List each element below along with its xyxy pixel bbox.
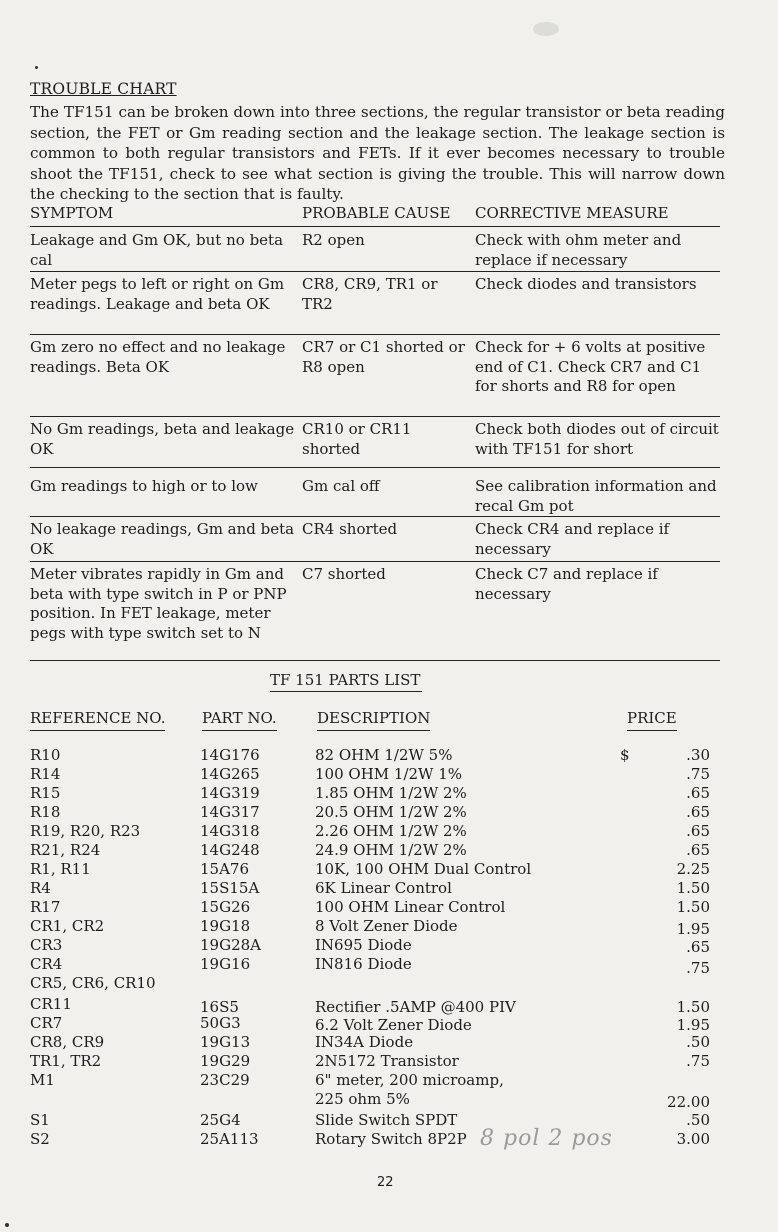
part-no-cell: 14G318 xyxy=(200,822,260,840)
part-no-cell: 14G176 xyxy=(200,746,260,764)
parts-row xyxy=(30,822,720,841)
part-no-cell: 15G26 xyxy=(200,898,251,916)
cause-cell: CR4 shorted xyxy=(302,520,398,538)
cause-cell: CR8, CR9, TR1 or TR2 xyxy=(302,275,438,313)
part-no-cell: 19G18 xyxy=(200,917,251,935)
parts-row xyxy=(30,746,720,765)
reference-cell: R18 xyxy=(30,803,61,821)
parts-row xyxy=(30,917,720,936)
symptom-cell: Meter pegs to left or right on Gm readings. Leakage and beta OK xyxy=(30,275,285,313)
part-no-cell: 23C29 xyxy=(200,1071,250,1089)
description-cell: 8 Volt Zener Diode xyxy=(315,917,458,935)
symptom-cell: No leakage readings, Gm and beta OK xyxy=(30,520,295,558)
header-probable-cause: PROBABLE CAUSE xyxy=(302,204,451,222)
price-cell: .75 xyxy=(686,1052,710,1070)
cause-cell: CR7 or C1 shorted or R8 open xyxy=(302,338,465,376)
description-cell: 6" meter, 200 microamp, xyxy=(315,1071,504,1089)
measure-cell: Check both diodes out of circuit with TF151 for short xyxy=(475,420,719,458)
part-no-cell: 19G28A xyxy=(200,936,261,954)
measure-cell: Check for + 6 volts at positive end of C1. Check CR7 and C1 for shorts and R8 for open xyxy=(475,338,706,395)
description-cell: 6K Linear Control xyxy=(315,879,452,897)
parts-row xyxy=(30,1052,720,1071)
cause-cell: Gm cal off xyxy=(302,477,380,495)
description-cell: 100 OHM 1/2W 1% xyxy=(315,765,463,783)
description-cell: Rotary Switch 8P2P xyxy=(315,1130,467,1148)
price-cell: .75 xyxy=(686,765,710,783)
parts-row xyxy=(30,765,720,784)
part-no-cell: 14G317 xyxy=(200,803,260,821)
symptom-cell: No Gm readings, beta and leakage OK xyxy=(30,420,295,458)
parts-list-title: TF 151 PARTS LIST xyxy=(270,671,422,692)
reference-cell: R19, R20, R23 xyxy=(30,822,141,840)
parts-row xyxy=(30,879,720,898)
reference-cell: CR1, CR2 xyxy=(30,917,105,935)
part-no-cell: 14G265 xyxy=(200,765,260,783)
price-cell: 22.00 xyxy=(667,1093,710,1111)
part-no-cell: 15A76 xyxy=(200,860,250,878)
header-price: PRICE xyxy=(627,709,677,731)
measure-cell: Check C7 and replace if necessary xyxy=(475,565,658,603)
reference-cell: CR3 xyxy=(30,936,63,954)
description-cell: 20.5 OHM 1/2W 2% xyxy=(315,803,467,821)
reference-cell: R10 xyxy=(30,746,61,764)
handwritten-note: 8 pol 2 pos xyxy=(480,1126,613,1151)
trouble-row xyxy=(30,470,720,517)
price-cell: 1.50 xyxy=(676,998,710,1016)
description-cell: IN695 Diode xyxy=(315,936,412,954)
part-no-cell: 19G16 xyxy=(200,955,251,973)
description-cell: 100 OHM Linear Control xyxy=(315,898,506,916)
measure-cell: See calibration information and recal Gm pot xyxy=(475,477,717,515)
description-cell: Slide Switch SPDT xyxy=(315,1111,458,1129)
measure-cell: Check with ohm meter and replace if necessary xyxy=(475,231,682,269)
reference-cell: R4 xyxy=(30,879,51,897)
smudge-mark xyxy=(533,22,559,36)
parts-row xyxy=(30,803,720,822)
reference-cell: R15 xyxy=(30,784,61,802)
measure-cell: Check CR4 and replace if necessary xyxy=(475,520,670,558)
header-symptom: SYMPTOM xyxy=(30,204,114,222)
description-cell: 10K, 100 OHM Dual Control xyxy=(315,860,532,878)
price-cell: 1.95 xyxy=(676,920,710,938)
price-cell: .50 xyxy=(686,1033,710,1051)
parts-row xyxy=(30,1071,720,1090)
part-no-cell: 15S15A xyxy=(200,879,260,897)
symptom-cell: Gm readings to high or to low xyxy=(30,477,258,495)
price-cell: 2.25 xyxy=(676,860,710,878)
reference-cell: R14 xyxy=(30,765,61,783)
reference-cell: R21, R24 xyxy=(30,841,101,859)
price-cell: 1.50 xyxy=(676,879,710,897)
price-cell: .75 xyxy=(686,959,710,977)
price-cell: .65 xyxy=(686,841,710,859)
parts-row xyxy=(30,1014,720,1033)
part-no-cell: 14G319 xyxy=(200,784,260,802)
parts-row xyxy=(30,974,720,993)
reference-cell: S2 xyxy=(30,1130,50,1148)
parts-row xyxy=(30,1090,720,1109)
trouble-row xyxy=(30,517,720,562)
price-cell: .65 xyxy=(686,803,710,821)
part-no-cell: 14G248 xyxy=(200,841,260,859)
parts-row xyxy=(30,955,720,977)
description-cell: IN34A Diode xyxy=(315,1033,414,1051)
description-cell: 1.85 OHM 1/2W 2% xyxy=(315,784,467,802)
description-cell: 6.2 Volt Zener Diode xyxy=(315,1016,472,1034)
trouble-row xyxy=(30,228,720,272)
part-no-cell: 19G29 xyxy=(200,1052,251,1070)
reference-cell: CR8, CR9 xyxy=(30,1033,105,1051)
reference-cell: M1 xyxy=(30,1071,55,1089)
price-cell: .65 xyxy=(686,784,710,802)
parts-row xyxy=(30,898,720,917)
part-no-cell: 16S5 xyxy=(200,998,239,1016)
description-cell: 2N5172 Transistor xyxy=(315,1052,459,1070)
trouble-row xyxy=(30,272,720,335)
description-cell: 82 OHM 1/2W 5% xyxy=(315,746,453,764)
description-cell: 225 ohm 5% xyxy=(315,1090,410,1108)
header-description: DESCRIPTION xyxy=(317,709,430,731)
reference-cell: R1, R11 xyxy=(30,860,91,878)
trouble-row xyxy=(30,417,720,468)
reference-cell: TR1, TR2 xyxy=(30,1052,102,1070)
reference-cell: CR7 xyxy=(30,1014,63,1032)
description-cell: 2.26 OHM 1/2W 2% xyxy=(315,822,467,840)
part-no-cell: 50G3 xyxy=(200,1014,241,1032)
reference-cell: CR5, CR6, CR10 xyxy=(30,974,156,992)
trouble-chart-intro: The TF151 can be broken down into three sections, the regular transistor or beta reading section, the FET or Gm reading section and the leakage section. The leakage section is common to both regular transistors and FETs. If it ever becomes necessary to trouble shoot the TF151, check to see what section is giving the trouble. This will narrow down the checking to the section that is faulty. xyxy=(30,103,725,203)
reference-cell: CR4 xyxy=(30,955,63,973)
page-number: 22 xyxy=(377,1175,394,1190)
cause-cell: R2 open xyxy=(302,231,365,249)
price-cell: .50 xyxy=(686,1111,710,1129)
part-no-cell: 19G13 xyxy=(200,1033,251,1051)
part-no-cell: 25A113 xyxy=(200,1130,259,1148)
header-corrective-measure: CORRECTIVE MEASURE xyxy=(475,204,669,222)
description-cell: Rectifier .5AMP @400 PIV xyxy=(315,998,516,1016)
price-cell: .65 xyxy=(686,938,710,956)
symptom-cell: Meter vibrates rapidly in Gm and beta with type switch in P or PNP position. In FET leakage, meter pegs with type switch set to N xyxy=(30,565,287,642)
description-cell: IN816 Diode xyxy=(315,955,412,973)
header-part-no: PART NO. xyxy=(202,709,277,731)
currency-symbol: $ xyxy=(620,746,630,764)
measure-cell: Check diodes and transistors xyxy=(475,275,697,293)
parts-row xyxy=(30,841,720,860)
symptom-cell: Gm zero no effect and no leakage readings. Beta OK xyxy=(30,338,286,376)
cause-cell: C7 shorted xyxy=(302,565,386,583)
parts-row xyxy=(30,1130,720,1149)
parts-row xyxy=(30,995,720,1014)
parts-row xyxy=(30,936,720,955)
cause-cell: CR10 or CR11 shorted xyxy=(302,420,412,458)
trouble-row xyxy=(30,335,720,417)
trouble-table-header xyxy=(30,204,720,227)
reference-cell: S1 xyxy=(30,1111,50,1129)
trouble-chart-heading: TROUBLE CHART xyxy=(30,80,177,98)
reference-cell: R17 xyxy=(30,898,61,916)
speck-mark xyxy=(35,66,38,69)
price-cell: 1.50 xyxy=(676,898,710,916)
parts-row xyxy=(30,1033,720,1052)
price-cell: .65 xyxy=(686,822,710,840)
description-cell: 24.9 OHM 1/2W 2% xyxy=(315,841,467,859)
part-no-cell: 25G4 xyxy=(200,1111,241,1129)
parts-row xyxy=(30,784,720,803)
symptom-cell: Leakage and Gm OK, but no beta cal xyxy=(30,231,284,269)
speck-mark xyxy=(5,1223,9,1227)
price-cell: 1.95 xyxy=(676,1016,710,1034)
price-cell: 3.00 xyxy=(676,1130,710,1148)
price-cell: .30 xyxy=(686,746,710,764)
header-reference-no: REFERENCE NO. xyxy=(30,709,165,731)
trouble-row xyxy=(30,562,720,661)
parts-row xyxy=(30,860,720,879)
reference-cell: CR11 xyxy=(30,995,72,1013)
parts-row xyxy=(30,1111,720,1130)
